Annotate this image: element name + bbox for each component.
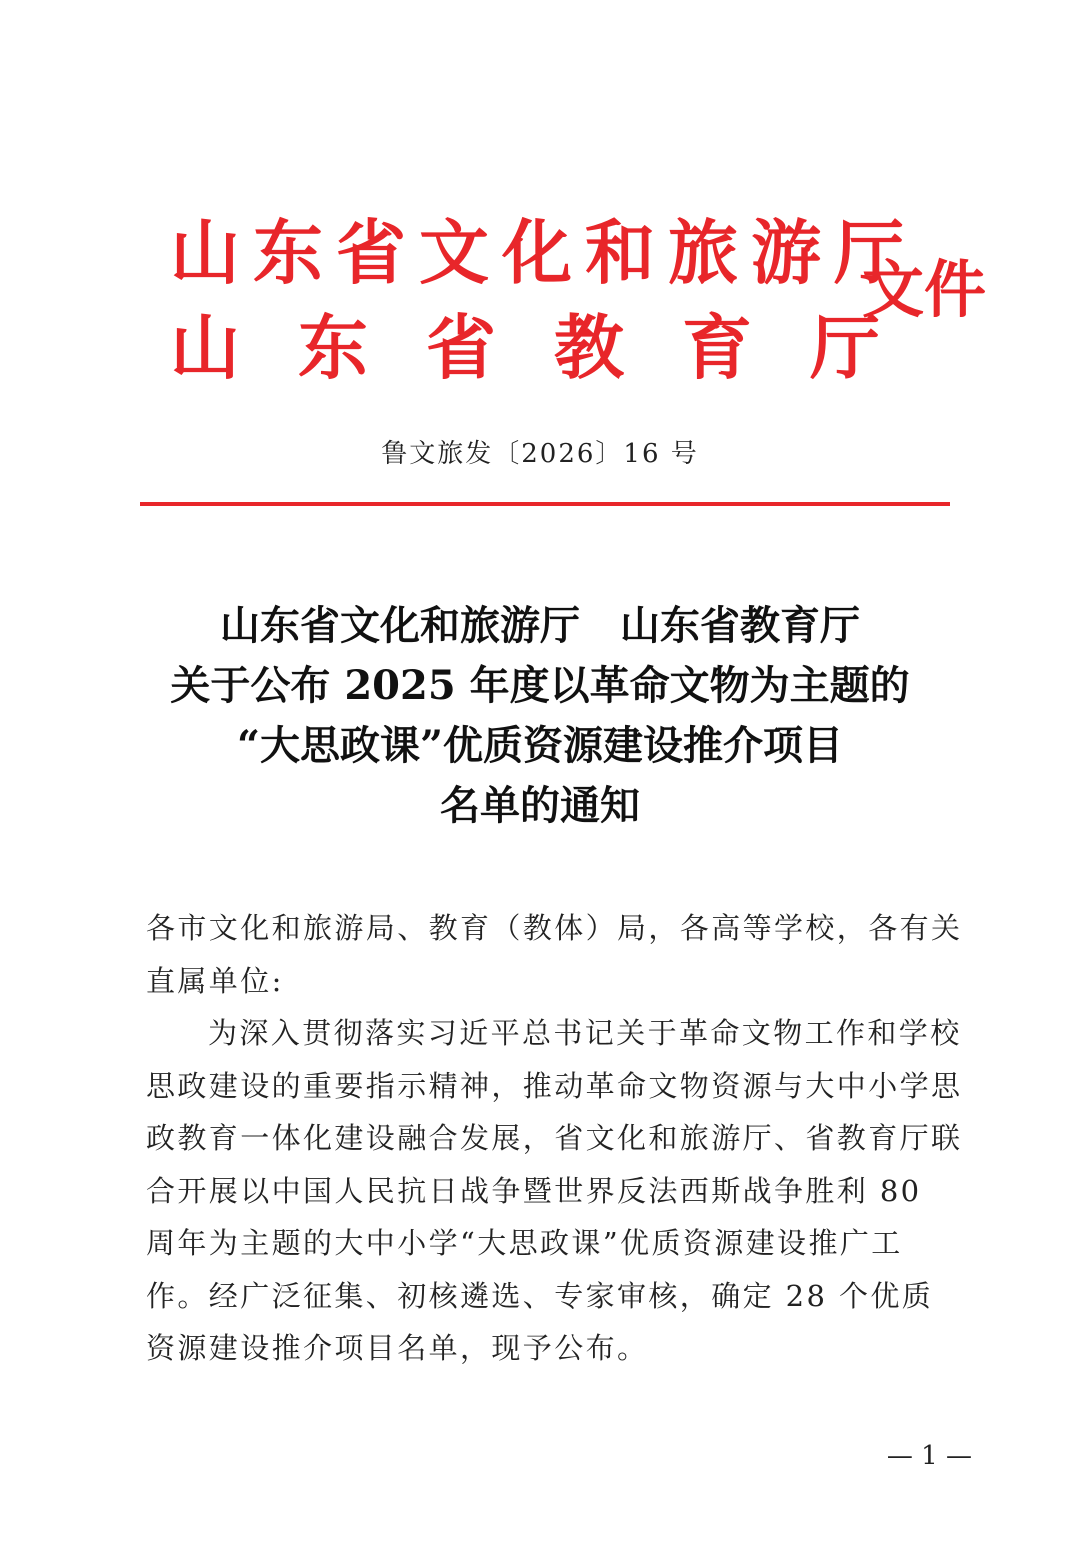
masthead xyxy=(170,208,990,398)
red-separator-line xyxy=(140,502,950,506)
masthead-document-suffix: 文件 xyxy=(862,253,987,326)
title-line-2: 关于公布 2025 年度以革命文物为主题的 xyxy=(170,662,910,709)
title-line-1: 山东省文化和旅游厅 山东省教育厅 xyxy=(220,602,860,649)
title-line-3: “大思政课”优质资源建设推介项目 xyxy=(236,722,843,769)
page-number: — 1 — xyxy=(886,1441,972,1471)
document-body xyxy=(146,902,964,1375)
masthead-org-education: 山东省教育厅 xyxy=(170,307,938,389)
document-number: 鲁文旅发〔2026〕16 号 xyxy=(381,439,699,469)
salutation: 各市文化和旅游局、教育（教体）局，各高等学校，各有关直属单位: xyxy=(146,911,963,998)
document-title xyxy=(0,596,1080,836)
title-line-4: 名单的通知 xyxy=(440,782,640,829)
masthead-org-culture-tourism: 山东省文化和旅游厅 xyxy=(170,212,917,294)
body-paragraph-1: 为深入贯彻落实习近平总书记关于革命文物工作和学校思政建设的重要指示精神，推动革命文物资源与大中小学思政教育一体化建设融合发展，省文化和旅游厅、省教育厅联合开展以中国人民抗日战争暨世界反法西斯战争胜利 80 周年为主题的大中小学“大思政课”优质资源建设推广工作。经广泛征集、初核遴选、专家审核，确定 28 个优质资源建设推介项目名单，现予公布。 xyxy=(146,1016,963,1365)
